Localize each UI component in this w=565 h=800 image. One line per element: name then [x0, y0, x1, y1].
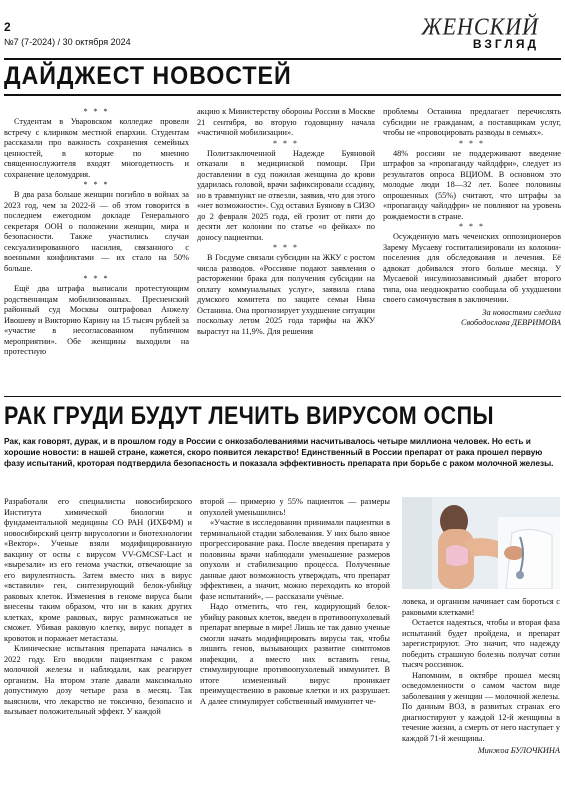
article-column-1 [4, 497, 192, 797]
digest-item: Осужденную мать чеченских оппозиционеров Зарему Мусаеву госпитализировали из колонии-поселения для обследования и лечения. Её адвокат добивался этого больше месяца. У Мусаевой инсулинозависимый диабет второго типа, она неоднократно сообщала об ухудшении своего самочувствия в заключении. [383, 232, 561, 304]
article-title: РАК ГРУДИ БУДУТ ЛЕЧИТЬ ВИРУСОМ ОСПЫ [4, 402, 494, 430]
separator: * * * [273, 243, 299, 252]
digest-item: Студентам в Уваровском колледже провели встречу с клириком местной епархии. Студентам рассказали про важность сохранения семейных ценностей, в которые по мнению священнослужителя входят многодетность и сохранение целомудрия. [4, 117, 189, 179]
separator: * * * [83, 107, 110, 116]
article-column-3 [402, 597, 560, 797]
article-paragraph: Клинические испытания препарата начались в 2022 году. Его вводили пациенткам с раком молочной железы и наблюдали, как реагирует организм. На втором этапе давали максимально допустимую дозу четыре раза в месяц. Так выяснили, что лекарство не токсично, безопасно и вызывает положительный эффект. У каждой [4, 644, 192, 716]
digest-signature-author: Свободослава ДЕВРИМОВА [460, 318, 561, 327]
article-paragraph: второй — примерно у 55% пациенток — размеры опухолей уменьшились! [200, 497, 390, 517]
page-header [0, 0, 565, 58]
digest-title: ДАЙДЖЕСТ НОВОСТЕЙ [4, 62, 292, 90]
article-column-2 [200, 497, 390, 797]
digest-item: 48% россиян не поддерживают введение штрафов за «пропаганду чайлдфри», следует из результатов опроса ВЦИОМ. В основном это молодые люди 18—32 лет. Более половины опрошенных (55%) считают, что штрафы за «пропаганду чайлдфри» не повлияют на уровень рождаемости в стране. [383, 148, 561, 221]
breast-exam-illustration [402, 497, 560, 589]
digest-item: проблемы Останина предлагает перечислять субсидии не гражданам, а поставщикам услуг, чтобы не «провоцировать разводы в семьях». [383, 107, 561, 137]
digest-column-2 [197, 107, 375, 392]
separator: * * * [83, 274, 110, 283]
separator: * * * [83, 180, 110, 189]
issue-info: №7 (7-2024) / 30 октября 2024 [4, 37, 131, 47]
digest-column-1 [4, 107, 189, 392]
page-number: 2 [4, 20, 11, 34]
article-paragraph: Разработали его специалисты новосибирского Института химической биологии и фундаментальной медицины СО РАН (ИХБФМ) и новосибирский центр вирусологии и биотехнологии «Вектор». Ученые взяли модифицированную вакцину от оспы с вирусом VV-GMCSF-Lact и «вырезали» из его генома участки, отвечающие за его вирулентность. Затем вместо них в вирус «вставили» ген, синтезирующий белок-убийцу раковых клеток. Изменения в геноме вируса были внесены таким образом, что ни в каких других клетках, кроме раковых, вирус размножаться не сможет. Убивая раковую клетку, вирус попадет в кровоток и поражает метастазы. [4, 497, 192, 643]
section-divider [4, 396, 561, 397]
digest-title-divider [4, 94, 561, 96]
digest-signature-caption: За новостями следила [482, 307, 561, 317]
separator: * * * [273, 138, 299, 148]
digest-item: В два раза больше женщин погибло в войнах за 2023 год, чем за 2022-й — об этом говорится в последнем ежегодном докладе Генерального секретаря ООН о положении женщин, мира и безопасности. Также участились случаи сексуализированного насилия, связанного с военными конфликтами — их стало на 50% больше. [4, 190, 189, 273]
article-photo [402, 497, 560, 589]
masthead-logo-bottom: ВЗГЛЯД [472, 37, 539, 51]
masthead-logo-top: ЖЕНСКИЙ [421, 12, 539, 41]
article-paragraph: ловека, и организм начинает сам бороться с раковыми клетками! [402, 597, 560, 617]
article-paragraph: Надо отметить, что ген, кодирующий белок-убийцу раковых клеток, введен в противоопухолевый препарат впервые в мире! Лишь не так давно ученые смогли начать модифицировать вирусы так, чтобы лишить генов, вызывающих развитие симптомов инфекции, а вместо них вставить гены, стимулирующие противоопухолевый иммунитет. В итоге измененный вирус проникает преимущественно в раковые клетки и их разрушает. А далее стимулирует собственный иммунитет че- [200, 602, 390, 706]
header-divider [4, 58, 561, 60]
article-lead: Рак, как говорят, дурак, и в прошлом году в России с онкозаболеваниями насчитывалось четыре миллиона человек. Но есть и хорошие новости: в нашей стране, кажется, скоро появится лекарство! Единственный в России препарат от рака прошел первую фазу испытаний, кроторая подтвердила безопасность и показала эффективность препарата при борьбе с раком молочной железы. [4, 436, 554, 469]
article-paragraph: «Участие в исследовании принимали пациентки в терминальной стадии заболевания. У них было явное прогрессирование рака. После введения препарата у половины врачи наблюдали уменьшение размеров опухоли и стабилизацию процесса. Полученные данные дают возможность утверждать, что препарат эффективен, а значит, можно переходить ко второй фазе испытаний», — рассказали учёные. [200, 518, 390, 601]
article-paragraph: Остается надеяться, чтобы и вторая фаза испытаний будет пройдена, и препарат зарегистрируют. Это значит, что надежду победить страшную болезнь получат сотни тысяч россиянок. [402, 618, 560, 669]
separator: * * * [459, 222, 485, 231]
article-signature: Минжоа БУЛОЧКИНА [477, 746, 560, 755]
digest-item: Ещё два штрафа выписали протестующим родственницам мобилизованных. Пресненский районный суд Москвы оштрафовал Анжелу Ивошеву и Викторию Карину на 15 тысяч рублей за «участие в несогласованном публичном мероприятии». Обе женщины выходили на протестную [4, 284, 189, 356]
separator: * * * [459, 138, 485, 148]
digest-item: В Госдуме связали субсидии на ЖКУ с ростом числа разводов. «Россияне подают заявления о расторжении брака для получения субсидии на оплату коммунальных услуг», заявила глава думского комитета по защите семьи Нина Останина. Она прогнозирует ухудшение ситуации поскольку летом 2025 года тарифы на ЖКУ вырастут на 11,9%. Для решения [197, 253, 375, 336]
digest-item: акцию к Министерству обороны России в Москве 21 сентября, во вторую годовщину начала «частичной мобилизации». [197, 107, 375, 137]
article-paragraph: Напомним, в октябре прошел месяц осведомленности о самом частом виде заболевания у женщин — молочной железы. По данным ВОЗ, в развитых странах его диагностируют у каждой 12-й женщины в течение жизни, а смерть от него наступает у каждой 71-й женщины. [402, 670, 560, 743]
digest-item: Политзаключенной Надежде Буяновой отказали в медицинской помощи. При доставлении в суд пожилая женщина до крови ударилась головой, врачи зафиксировали ссадину, но в травмпункт не отвезли, заявив, что для этого «нет возможности». Суд оставил Буянову в СИЗО до 2 февраля 2025 года, ей грозит от пяти до десяти лет колонии по статье «о фейках» по доносу пациентки. [197, 148, 375, 242]
digest-column-3 [383, 107, 561, 392]
